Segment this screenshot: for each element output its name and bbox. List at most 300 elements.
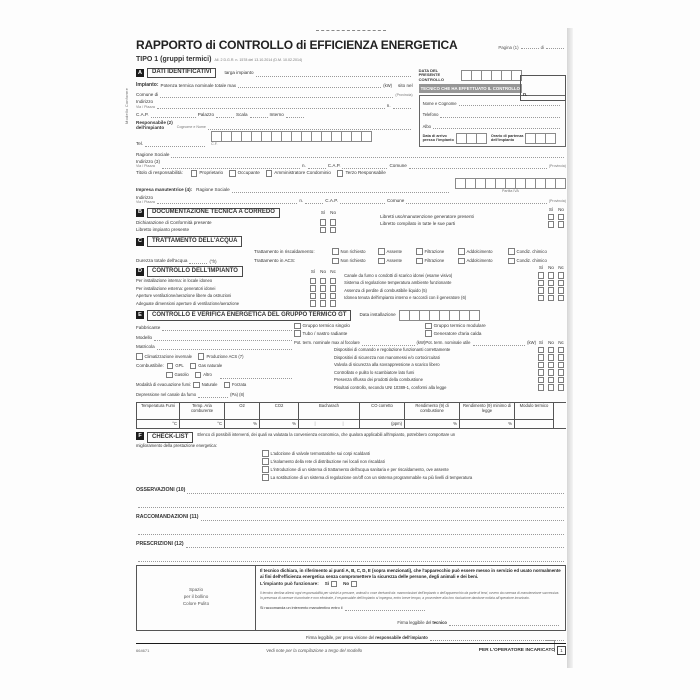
data-installazione-comb: [399, 310, 480, 321]
checkbox: [556, 287, 566, 294]
indirizzo-field: [157, 101, 385, 109]
page-subtitle: TIPO 1 (gruppi termici): [136, 56, 212, 64]
dichiarazione-box: [136, 565, 566, 631]
table-column: [260, 403, 299, 428]
no-label: No: [343, 580, 350, 586]
interno-label: Interno: [269, 112, 284, 118]
checkbox: [536, 280, 546, 287]
tipo-option: [294, 330, 419, 337]
indirizzo-label: Indirizzo: [136, 194, 154, 200]
checkbox: [536, 377, 546, 384]
option-label: Proprietario: [199, 170, 224, 176]
checkbox: [328, 293, 338, 300]
cap-label: C.A.P.: [325, 198, 338, 204]
checkbox: [556, 280, 566, 287]
column-unit: %: [225, 419, 259, 428]
kw-label: (kW): [527, 340, 536, 346]
osservazioni-label: OSSERVAZIONI (10): [136, 486, 186, 493]
via-piazza-label: Via / Piazza: [136, 104, 155, 109]
scala-field: [250, 110, 268, 118]
option-label: Non richiesto: [340, 258, 366, 264]
table-column: [405, 403, 460, 428]
checkbox: [546, 214, 556, 221]
column-header: Modulo termico: [519, 403, 549, 409]
form-code: 664671: [136, 648, 150, 654]
perforation-line: [316, 30, 386, 31]
tipo-option: [425, 323, 486, 330]
d-item: Aperture ventilazione/aerazione libere da ostruzioni: [136, 293, 232, 299]
modello-label: Modello: [136, 334, 153, 340]
footer-rule: [136, 643, 566, 644]
b-item: Libretto compilato in tutte le sue parti: [380, 221, 456, 227]
column-unit: %: [405, 419, 459, 428]
albo-field: [433, 121, 560, 129]
n-label: n.: [301, 162, 306, 168]
option-label: Occupante: [237, 170, 260, 176]
checkbox: [546, 272, 556, 279]
section-c: [136, 236, 566, 264]
checklist-item: [262, 466, 449, 473]
data-controllo-label-2: PRESENTE CONTROLLO: [418, 72, 444, 82]
durezza-label: Durezza totale dell'acqua: [136, 258, 188, 264]
checkbox: [546, 295, 556, 302]
n-label: n.: [299, 198, 304, 204]
b-item: Dichiarazione di Conformità presente: [136, 219, 212, 225]
e-check: Valvola di sicurezza alla sovrappressione a scarico libero: [334, 362, 440, 368]
durezza-field: [189, 256, 207, 264]
checkbox: [328, 285, 338, 292]
checklist-item: [262, 458, 385, 465]
pot-utile-field: [473, 338, 526, 346]
data-controllo-label-1: DATA DEL: [418, 67, 439, 73]
provincia-label: (Provincia): [395, 93, 413, 98]
option-label: La sostituzione di un sistema di regolazione on/off con un sistema programmabile su più livelli di temperatura: [270, 474, 473, 480]
no-header: No: [330, 209, 337, 215]
checkbox: [546, 221, 556, 228]
dichiarazione-testo: Il tecnico dichiara, in riferimento ai punti A, B, C, D, E (sopra menzionati), che l'apparecchio può essere messo in servizio ed usato normalmente ai fini dell'efficienza energetica senza compromettere la sicurezza delle persone, degli animali e dei beni.: [260, 568, 561, 579]
indirizzo3-field: [162, 161, 300, 169]
checkbox: [318, 219, 328, 226]
checkbox: [546, 369, 556, 376]
checklist-item: [262, 474, 472, 481]
checkbox: [328, 300, 338, 307]
bollino-line: Spazio: [188, 587, 204, 593]
pagina-label: Pagina (1): [498, 45, 519, 50]
option-label: Tubo / nastro radiante: [302, 330, 348, 336]
b-item: Libretti uso/manutenzione generatore presenti: [380, 213, 474, 219]
pa-label: (Pa) (8): [230, 392, 245, 398]
palazzo-field: [216, 110, 234, 118]
section-a-letter: A: [136, 69, 144, 77]
data-installazione-label: Data installazione: [359, 312, 396, 318]
subtitle-note: All. 2 D.G.R. n. 1578 del 13.10.2014 (D.M. 10.02.2014): [214, 58, 303, 63]
n-box-label: n.: [523, 92, 528, 99]
cognome-nome-label: Cognome e Nome: [176, 125, 206, 130]
combustibile-option: [190, 363, 222, 370]
no-header: No: [548, 265, 554, 271]
option-label: Non richiesto: [340, 248, 366, 254]
pot-utile-label: Pot. term. nominale utile: [425, 340, 471, 346]
b-item: Libretto impianto presente: [136, 227, 190, 233]
d-item: Idonea tenuta dell'impianto interno e raccordi con il generatore (6): [344, 295, 467, 301]
n-field: [393, 101, 411, 109]
field-line: [138, 527, 564, 535]
fr-label: (°fr): [209, 258, 217, 264]
column-header: Bacharach: [318, 403, 340, 409]
option-label: Filtrazione: [424, 248, 445, 254]
comune-di-label: Comune di: [136, 92, 159, 98]
option-label: Gruppo termico modulare: [433, 323, 486, 329]
scala-label: Scala: [236, 112, 248, 118]
tecnico-box: [419, 95, 566, 147]
misure-table: [136, 402, 566, 429]
checkbox: [556, 362, 566, 369]
pot-max-label: Pot. term. nominale max al focolare: [294, 340, 360, 346]
checkbox: [546, 347, 556, 354]
clim-option: [136, 353, 192, 360]
column-unit: °C: [137, 419, 179, 428]
table-column: [360, 403, 405, 428]
checkbox: [318, 293, 328, 300]
option-label: GPL: [175, 363, 184, 369]
targa-label: targa impianto: [224, 70, 254, 76]
responsabile-label-2: dell'impianto: [136, 124, 165, 130]
form-sheet: [125, 30, 567, 655]
arrivo-label-2: presso l'impianto: [422, 138, 454, 143]
firma-resp-label: responsabile dell'impianto: [375, 635, 428, 641]
column-header: O2: [239, 403, 245, 409]
trattamento-option: [416, 248, 458, 255]
section-f-title: CHECK-LIST: [147, 432, 193, 443]
option-label: Addolcimento: [466, 248, 493, 254]
option-label: Filtrazione: [424, 258, 445, 264]
option-label: Condiz. chimico: [516, 258, 547, 264]
titolo-option: [266, 170, 331, 177]
d-item: Sistema di regolazione temperatura ambiente funzionante: [344, 280, 452, 286]
option-label: Gasolio: [174, 372, 189, 378]
tel-label: Tel.: [136, 140, 144, 146]
comune-label: Comune: [386, 198, 405, 204]
cap-label: C.A.P.: [136, 112, 149, 118]
si-header: Sì: [538, 339, 544, 345]
section-d-letter: D: [136, 268, 144, 276]
via-piazza-label: Via / Piazza: [136, 199, 155, 204]
field-line: [345, 603, 425, 611]
telefono-label: Telefono: [422, 112, 439, 118]
partenza-comb: [525, 133, 556, 144]
checkbox: [556, 347, 566, 354]
field-line: [521, 41, 539, 49]
comune-field: [406, 196, 547, 204]
column-header: Temperatura Fumi: [141, 403, 175, 409]
tecnico-bar: TECNICO CHE HA EFFETTUATO IL CONTROLLO: [419, 84, 522, 93]
e-check: Dispositivi di comando e regolazione funzionanti correttamente: [334, 347, 451, 353]
checkbox: [546, 384, 556, 391]
d-item: Assenza di perdite di combustibile liquido (5): [344, 287, 427, 293]
titolo-option: [191, 170, 223, 177]
dichiarazione-fine-stampa: Il tecnico declina altresì ogni responsabilità per sinistri a persone, animali o cose derivanti da: manomissioni dell'impianto o dell'apparecchio da parte di terzi, ovvero da carenza di manutenzione successiva. In presenza di carenze riscontrate e non eliminate, il responsabile dell'impianto si impegna, entro breve tempo, a provvedere alla loro risoluzione dandone notizia all'operatore incaricato.: [260, 591, 560, 600]
checkbox: [556, 295, 566, 302]
firma-resp-pre: Firma leggibile, per presa visione del: [306, 635, 375, 641]
d-item: Canale da fumo o condotti di scarico idonei (esame visivo): [344, 272, 453, 278]
no-header: No: [320, 268, 327, 274]
impresa-ragione-field: [232, 185, 449, 193]
osservazioni-block: [136, 486, 566, 508]
tipo-option: [294, 323, 419, 330]
partenza-label-1: Orario di partenza: [490, 133, 524, 138]
option-label: Assente: [386, 248, 403, 254]
responsabile-label-1: Responsabile (2): [136, 119, 173, 125]
scan-edge-shadow: [567, 28, 573, 668]
table-column: [299, 403, 360, 428]
checkbox: [328, 278, 338, 285]
prescrizioni-block: [136, 540, 566, 562]
raccomanda-label: Si raccomanda un intervento manutentivo entro il: [260, 605, 343, 610]
checkbox: [546, 354, 556, 361]
combustibile-option: [195, 372, 212, 379]
column-unit: [515, 419, 553, 428]
column-unit: %: [460, 419, 514, 428]
section-c-title: TRATTAMENTO DELL'ACQUA: [147, 236, 242, 247]
checkbox: [546, 287, 556, 294]
checklist-intro-2: miglioramento della prestazione energetica:: [136, 443, 218, 449]
n-field: [305, 196, 323, 204]
no-header: No: [548, 339, 554, 345]
field-line: [187, 486, 564, 494]
provincia-label: (Provincia): [548, 199, 567, 204]
interno-field: [286, 110, 304, 118]
section-e: [136, 310, 566, 400]
evacuazione-label: Modalità di evacuazione fumi:: [136, 382, 192, 388]
acs-option: [198, 353, 244, 360]
section-a-title: DATI IDENTIFICATIVI: [147, 68, 216, 79]
targa-field: [256, 69, 411, 77]
table-column: [460, 403, 515, 428]
trattamento-option: [332, 248, 378, 255]
option-label: L'adozione di valvole termostatiche sui corpi scaldanti: [270, 450, 370, 456]
checkbox: [556, 354, 566, 361]
checkbox: [318, 227, 328, 234]
d-item: Per installazione interna: in locale idoneo: [136, 278, 213, 284]
footer-note: Vedi note per la compilazione a tergo del modello: [266, 647, 363, 653]
field-line: [546, 41, 564, 49]
checkbox: [556, 377, 566, 384]
ragione-sociale-field: [171, 150, 564, 158]
table-column: [180, 403, 225, 428]
section-e-title: CONTROLLO E VERIFICA ENERGETICA DEL GRUPPO TERMICO GT: [147, 310, 351, 321]
nc-header: Nc: [330, 268, 336, 274]
checkbox: [318, 300, 328, 307]
telefono-field: [440, 110, 560, 118]
section-b: [136, 206, 566, 235]
cap-field: [340, 196, 385, 204]
checkbox: [546, 377, 556, 384]
si-header: Sì: [548, 206, 554, 212]
kw-label: (kW): [416, 340, 426, 346]
column-header: Rendimento (9) di combustione: [415, 403, 449, 414]
option-label: L'isolamento della rete di distribuzione nei locali non riscaldati: [270, 458, 385, 464]
albo-label: Albo: [422, 123, 431, 129]
checkbox: [329, 581, 339, 588]
si-header: Sì: [538, 265, 544, 271]
section-a: [136, 66, 413, 148]
partenza-label-2: dell'impianto: [490, 138, 515, 143]
modello-field: [154, 333, 292, 341]
section-f-letter: F: [136, 432, 144, 440]
column-unit: | |: [299, 419, 359, 428]
checkbox: [556, 369, 566, 376]
option-label: Gas naturale: [198, 363, 223, 369]
cap-field: [342, 161, 387, 169]
matricola-label: Matricola: [136, 344, 155, 350]
si-header: Sì: [310, 268, 316, 274]
comune-field: [409, 161, 547, 169]
checkbox: [328, 219, 338, 226]
section-b-letter: B: [136, 209, 144, 217]
checkbox: [556, 272, 566, 279]
side-vertical-text: Modello Conforme: [125, 88, 129, 124]
column-header: CO2: [274, 403, 284, 409]
section-e-letter: E: [136, 311, 144, 319]
footer: [136, 646, 566, 655]
si-label: Sì: [324, 580, 330, 586]
option-label: Naturale: [201, 382, 218, 388]
checkbox: [536, 272, 546, 279]
partita-iva-comb: [455, 178, 566, 189]
table-column: [225, 403, 260, 428]
section-c-letter: C: [136, 238, 144, 246]
option-label: L'introduzione di un sistema di trattamento dell'acqua sanitaria e per riscaldamento, ove assente: [270, 466, 449, 472]
section-d-title: CONTROLLO DELL'IMPIANTO: [147, 266, 243, 277]
checkbox: [308, 293, 318, 300]
option-label: Produzione ACS (7): [206, 353, 244, 359]
palazzo-label: Palazzo: [197, 112, 215, 118]
option-label: Altro: [203, 372, 212, 378]
potenza-label: Potenza termica nominale totale max: [160, 82, 237, 88]
checkbox: [308, 285, 318, 292]
data-controllo-comb: [461, 70, 522, 81]
firma-tecnico-field: [449, 618, 559, 626]
kw-label: (kW): [383, 83, 393, 89]
option-label: Assente: [386, 258, 403, 264]
comune-field: [160, 90, 393, 98]
column-unit: °C: [180, 419, 224, 428]
codice-fiscale-comb: [211, 131, 372, 142]
section-b-title: DOCUMENTAZIONE TECNICA A CORREDO: [147, 208, 280, 219]
tel-field: [145, 139, 205, 147]
column-header: CO corretto: [371, 403, 393, 409]
e-check: Presenza riflusso dei prodotti della combustione: [334, 377, 423, 383]
combustibile-option: [166, 372, 189, 379]
checkbox: [536, 347, 546, 354]
pot-max-field: [362, 338, 415, 346]
checkbox: [308, 300, 318, 307]
raccomandazioni-block: [136, 513, 566, 535]
combustibile-option: [167, 363, 184, 370]
nome-cognome-label: Nome e Cognome: [422, 100, 457, 106]
option-label: Generatore d'aria calda: [433, 330, 482, 336]
checkbox: [308, 278, 318, 285]
evac-option: [224, 382, 247, 389]
field-line: [201, 513, 564, 521]
altro-field: [220, 371, 292, 379]
trattamento-option: [508, 248, 556, 255]
e-check: Risultati controllo, secondo UNI 10389-1, conformi alla legge: [334, 384, 447, 390]
raccomandazioni-label: RACCOMANDAZIONI (11): [136, 513, 199, 520]
titolo-option: [337, 170, 386, 177]
combustibile-label: Combustibile:: [136, 363, 164, 369]
checkbox: [536, 354, 546, 361]
checkbox: [318, 285, 328, 292]
field-line: [138, 500, 564, 508]
footer-page-number: 1: [557, 646, 566, 655]
checkbox: [556, 214, 566, 221]
firma-resp-field: [430, 633, 564, 641]
cap-field: [151, 110, 196, 118]
indirizzo-label: Indirizzo: [136, 99, 154, 105]
di-label: di: [540, 45, 544, 50]
funzionare-label: L'impianto può funzionare:: [260, 580, 319, 586]
checkbox: [556, 384, 566, 391]
impresa-label: Impresa manutentrice (4):: [136, 187, 193, 193]
fabbricante-label: Fabbricante: [136, 325, 161, 331]
column-header: Temp. Aria comburente: [190, 403, 214, 414]
trattamento-option: [458, 248, 508, 255]
operatore-label: PER L'OPERATORE INCARICATO: [478, 647, 555, 653]
cf-label: C.F.: [211, 142, 218, 147]
checkbox: [536, 287, 546, 294]
checklist-item: [262, 450, 370, 457]
potenza-field: [238, 80, 381, 88]
bollino-line: Colore Pulito: [182, 601, 210, 607]
trattamento-option: [378, 248, 416, 255]
column-header: Rendimento (9) minimo di legge: [463, 403, 511, 414]
responsabile-field: [208, 122, 411, 130]
option-label: Amministratore Condominio: [274, 170, 331, 176]
prescrizioni-label: PRESCRIZIONI (12): [136, 540, 184, 547]
si-header: Sì: [320, 209, 326, 215]
indirizzo-field: [157, 196, 298, 204]
bollino-line: per il bollino: [183, 594, 209, 600]
comune-label: Comune: [389, 162, 407, 168]
checkbox: [318, 278, 328, 285]
tipo-option: [425, 330, 481, 337]
numero-box: [520, 75, 566, 101]
bollino-box: [137, 566, 256, 630]
table-column: [515, 403, 554, 428]
option-label: Terzo Responsabile: [345, 170, 386, 176]
fabbricante-field: [162, 323, 292, 331]
cap-label: C.A.P.: [327, 162, 341, 168]
field-line: [186, 540, 564, 548]
field-line: [138, 554, 564, 562]
checkbox: [546, 280, 556, 287]
matricola-field: [157, 342, 292, 350]
arrivo-label-1: Data di arrivo: [422, 133, 447, 138]
checklist-intro: Elenco di possibili interventi, dei quali va valutata la convenienza economica, che qualora applicabili all'impianto, potrebbero comportare un: [197, 432, 456, 438]
section-d: [136, 264, 566, 308]
e-check: Controllato e pulito lo scambiatore lato fumi: [334, 369, 415, 375]
evac-option: [193, 382, 217, 389]
checkbox: [536, 369, 546, 376]
via-piazza-label: Via / Piazza: [136, 164, 155, 169]
acs-label: Trattamento in ACS:: [254, 258, 296, 264]
dichiarazione-text-cell: [256, 566, 565, 630]
section-f: [136, 432, 566, 480]
sito-label: sito nel: [398, 82, 413, 88]
checkbox: [349, 581, 359, 588]
checkbox: [328, 227, 338, 234]
